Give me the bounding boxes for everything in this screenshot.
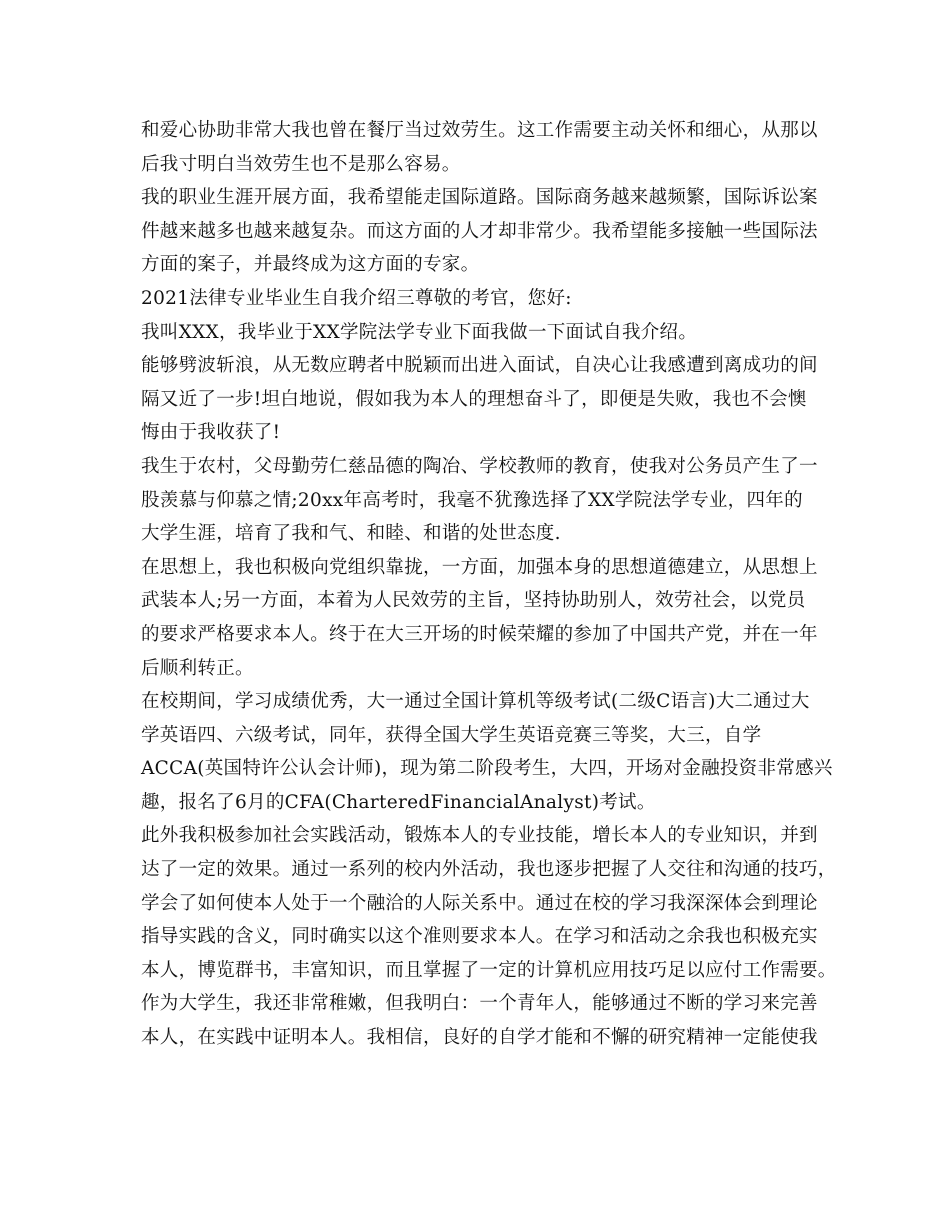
text-line: ACCA(英国特许公认会计师)，现为第二阶段考生，大四，开场对金融投资非常感兴: [141, 758, 833, 780]
text-line: 大学生涯，培育了我和气、和睦、和谐的处世态度.: [141, 523, 561, 545]
text-line: 在思想上，我也积极向党组织靠拢，一方面，加强本身的思想道德建立，从思想上: [141, 556, 818, 578]
text-line: 后顺利转正。: [141, 657, 254, 679]
text-line: 和爱心协助非常大我也曾在餐厅当过效劳生。这工作需要主动关怀和细心，从那以: [141, 120, 818, 141]
text-line: 方面的案子，并最终成为这方面的专家。: [141, 254, 480, 276]
text-line: 此外我积极参加社会实践活动，锻炼本人的专业技能，增长本人的专业知识，并到: [141, 825, 818, 847]
text-line: 的要求严格要求本人。终于在大三开场的时候荣耀的参加了中国共产党，并在一年: [141, 623, 818, 645]
text-line: 悔由于我收获了!: [141, 422, 281, 444]
text-line: 本人，博览群书，丰富知识，而且掌握了一定的计算机应用技巧足以应付工作需要。: [141, 959, 837, 981]
text-line: 作为大学生，我还非常稚嫩，但我明白：一个青年人，能够通过不断的学习来完善: [141, 993, 818, 1015]
text-line: 能够劈波斩浪，从无数应聘者中脱颖而出进入面试，自决心让我感遭到离成功的间: [141, 355, 818, 377]
text-line: 2021法律专业毕业生自我介绍三尊敬的考官，您好:: [141, 287, 572, 309]
text-line: 学英语四、六级考试，同年，获得全国大学生英语竞赛三等奖，大三，自学: [141, 724, 762, 746]
text-line: 股羡慕与仰慕之情;20xx年高考时，我毫不犹豫选择了XX学院法学专业，四年的: [141, 489, 803, 511]
text-line: 武装本人;另一方面，本着为人民效劳的主旨，坚持协助别人，效劳社会，以党员: [141, 590, 806, 612]
text-line: 达了一定的效果。通过一系列的校内外活动，我也逐步把握了人交往和沟通的技巧，: [141, 859, 837, 881]
text-line: 指导实践的含义，同时确实以这个准则要求本人。在学习和活动之余我也积极充实: [141, 926, 818, 948]
text-line: 我叫XXX，我毕业于XX学院法学专业下面我做一下面试自我介绍。: [141, 321, 698, 343]
text-line: 学会了如何使本人处于一个融洽的人际关系中。通过在校的学习我深深体会到理论: [141, 892, 818, 914]
text-line: 我生于农村，父母勤劳仁慈品德的陶冶、学校教师的教育，使我对公务员产生了一: [141, 455, 818, 477]
text-line: 件越来越多也越来越复杂。而这方面的人才却非常少。我希望能多接触一些国际法: [141, 220, 818, 242]
text-line: 在校期间，学习成绩优秀，大一通过全国计算机等级考试(二级C语言)大二通过大: [141, 691, 810, 713]
text-line: 后我寸明白当效劳生也不是那么容易。: [141, 153, 461, 175]
text-line: 我的职业生涯开展方面，我希望能走国际道路。国际商务越来越频繁，国际诉讼案: [141, 187, 818, 209]
text-line: 隔又近了一步!坦白地说，假如我为本人的理想奋斗了，即便是失败，我也不会懊: [141, 388, 807, 410]
document-body: [141, 114, 837, 1055]
text-line: 本人，在实践中证明本人。我相信，良好的自学才能和不懈的研究精神一定能使我: [141, 1027, 818, 1049]
text-line: 趣，报名了6月的CFA(CharteredFinancialAnalyst)考试。: [141, 791, 656, 813]
